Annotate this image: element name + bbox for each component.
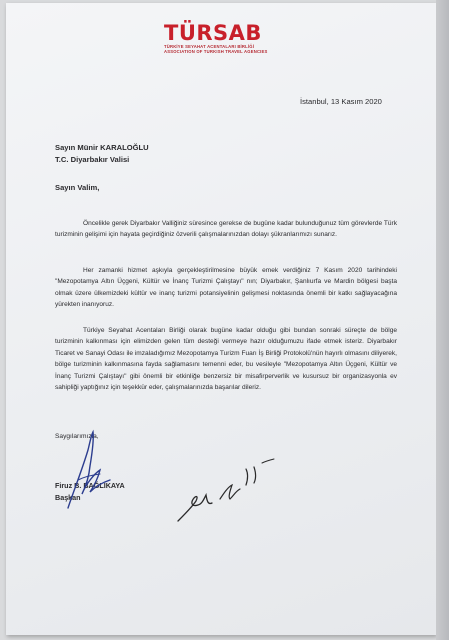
closing: Saygılarımızla, <box>55 433 99 440</box>
paragraph-2: Her zamanki hizmet aşkıyla gerçekleştirilmesine büyük emek verdiğiniz 7 Kasım 2020 tarihindeki "Mezopotamya Altın Üçgeni, Kültür ve İnanç Turizmi Çalıştayı" nın; Diyarbakır, Şanlıurfa ve Mardin bölgesi başta olmak üzere ülkemizdeki kültür ve inanç turizmi potansiyelinin gelişmesi noktasında önemli bir katkı sağlayacağına yürekten inanıyoruz. <box>55 267 397 309</box>
logo-brand: TÜRSAB <box>164 21 262 45</box>
handwritten-signature-blue <box>60 420 120 515</box>
recipient-name: Sayın Münir KARALOĞLU <box>55 143 149 152</box>
signer-name: Firuz B. BAĞLIKAYA <box>55 481 125 490</box>
tursab-logo <box>164 22 282 54</box>
page-edge <box>436 0 449 640</box>
salutation: Sayın Valim, <box>55 183 100 192</box>
logo-subtitle-en: ASSOCIATION OF TURKISH TRAVEL AGENCIES <box>164 49 268 54</box>
recipient-title: T.C. Diyarbakır Valisi <box>55 155 130 164</box>
handwritten-signature-black <box>170 455 280 527</box>
logo-subtitle-tr: TÜRKİYE SEYAHAT ACENTALARI BİRLİĞİ <box>164 44 255 49</box>
paragraph-1: Öncelikle gerek Diyarbakır Valliğiniz süresince gerekse de bugüne kadar bulunduğunuz tüm görevlerde Türk turizminin gelişimi için hayata geçirdiğiniz özverili çalışmalarınızdan dolayı şükranlarımızı sunarız. <box>55 220 397 239</box>
letter-date: İstanbul, 13 Kasım 2020 <box>300 97 382 106</box>
signer-role: Başkan <box>55 493 81 502</box>
paragraph-3: Türkiye Seyahat Acentaları Birliği olarak bugüne kadar olduğu gibi bundan sonraki süreçte de bölge turizminin kalkınması için elimizden gelen tüm desteği vermeye hazır olduğumuzu ifade etmek isteriz. Diyarbakır Ticaret ve Sanayi Odası ile imzaladığımız Mezopotamya Turizm Fuarı İş Birliği Protokolü'nün hayırlı olmasını diliyerek, bölge turizminin kalkınmasına fayda sağlamasını temenni eder, bu vesileyle "Mezopotamya Altın Üçgeni, Kültür ve İnanç Turizmi Çalıştayı" gibi önemli bir etkinliğe benzersiz bir misafirperverlik ve kusursuz bir organizasyonla ev sahipliği yaptığınız için teşekkür eder, çalışmalarınızda başarılar dileriz. <box>55 327 397 392</box>
